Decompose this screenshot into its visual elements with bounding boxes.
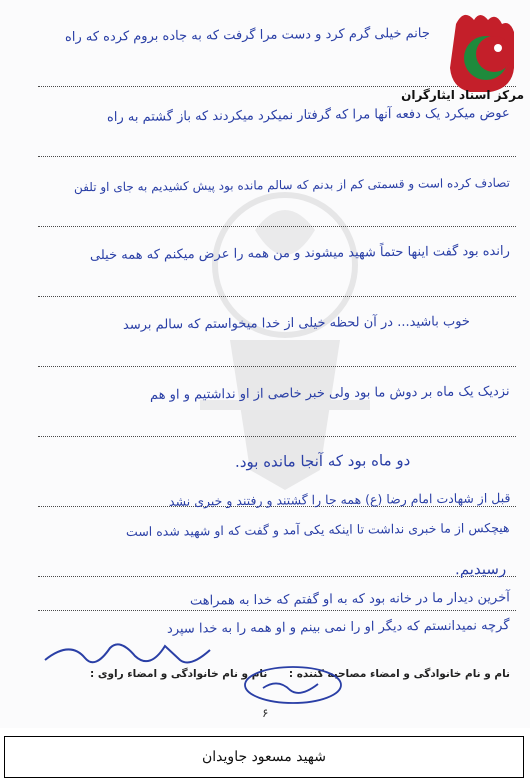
page-number: ۶ [262, 706, 269, 720]
interviewer-label: نام و نام خانوادگی و امضاء مصاحبه کننده : [288, 668, 510, 680]
handwritten-line: جانم خیلی گرم کرد و دست مرا گرفت که به جاده بروم کرده که راه [65, 26, 431, 45]
caption-text: شهید مسعود جاویدان [202, 749, 326, 765]
handwritten-line: قبل از شهادت امام رضا (ع) همه جا را گشتند و رفتند و خبری نشد [168, 490, 511, 509]
handwritten-line: آخرین دیدار ما در خانه بود که به او گفتم که خدا به همراهت [190, 590, 511, 609]
ruled-line [38, 226, 516, 227]
handwritten-line: گرچه نمیدانستم که دیگر او را نمی بینم و او همه را به خدا سپرد [167, 618, 511, 637]
ruled-line [38, 576, 516, 577]
handwritten-line: نزدیک یک ماه بر دوش ما بود ولی خبر خاصی از او نداشتیم و او هم [150, 384, 511, 403]
handwritten-line: رانده بود گفت اینها حتماً شهید میشوند و من همه را عرض میکنم که همه خیلی [90, 243, 511, 264]
interviewer-signature [238, 660, 348, 710]
ruled-line [38, 296, 516, 297]
narrator-signature [40, 630, 220, 680]
ruled-line [38, 366, 516, 367]
logo-text: مرکز اسناد ایثارگران [401, 88, 524, 102]
handwritten-line: هیچکس از ما خبری نداشت تا اینکه یکی آمد و گفت که او شهید شده است [126, 519, 511, 540]
narrator-label: نام و نام خانوادگی و امضاء راوی : [90, 668, 268, 680]
ruled-line [38, 610, 516, 611]
handwritten-line: تصادف کرده است و قسمتی کم از بدنم که سالم مانده بود پیش کشیدیم به جای او تلفن [73, 175, 511, 195]
handwritten-line: دو ماه بود که آنجا مانده بود. [234, 451, 411, 471]
handwritten-line: خوب باشید... در آن لحظه خیلی از خدا میخواستم که سالم برسد [122, 314, 471, 333]
handwritten-line: عوض میکرد یک دفعه آنها مرا که گرفتار نمیکرد میکردند که باز گشتم به راه [107, 105, 511, 126]
ruled-line [38, 156, 516, 157]
ruled-line [38, 436, 516, 437]
handwritten-line: رسیدیم. [454, 559, 507, 579]
caption-box [4, 736, 524, 778]
